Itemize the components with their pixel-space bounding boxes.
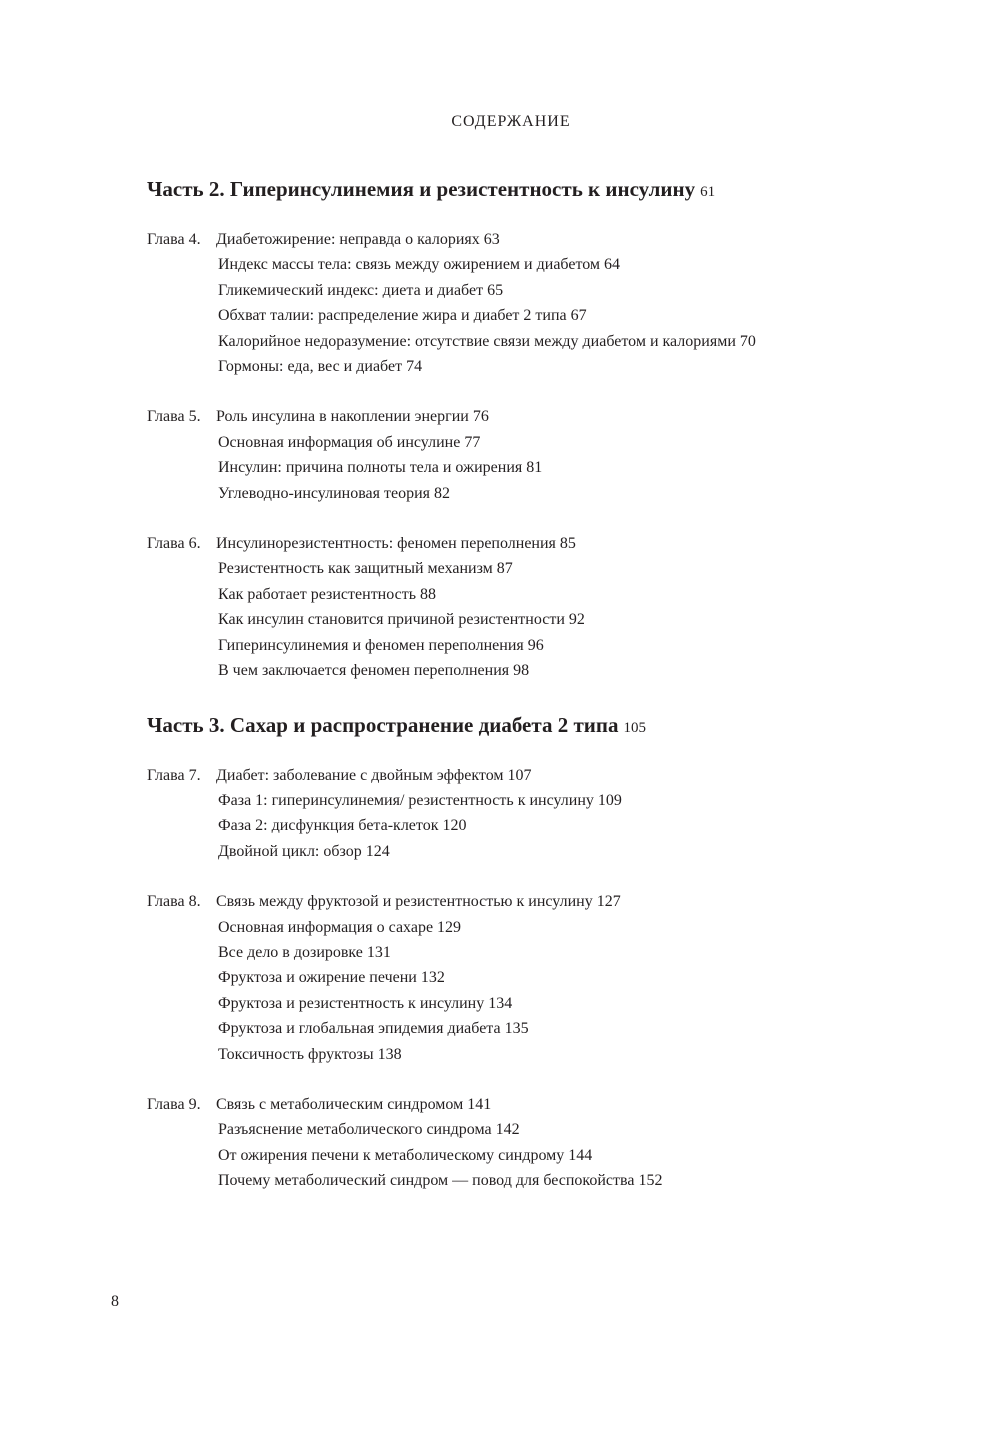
part-title: Часть 2. Гиперинсулинемия и резистентность к инсулину [147,177,696,201]
section-entry[interactable]: Фруктоза и ожирение печени 132 [218,969,445,987]
chapter-5 [147,404,947,506]
chapter-entry[interactable] [147,531,947,556]
section-entry[interactable]: Фаза 2: дисфункция бета-клеток 120 [218,817,467,835]
chapter-7 [147,763,947,865]
section-entry[interactable]: Фруктоза и резистентность к инсулину 134 [218,994,513,1012]
chapter-label: Глава 6. [147,535,201,553]
section-entry[interactable]: Гормоны: еда, вес и диабет 74 [218,358,423,376]
chapter-label: Глава 9. [147,1095,201,1113]
chapter-8 [147,889,947,1067]
part-page-number: 105 [623,719,646,736]
section-entry[interactable]: Резистентность как защитный механизм 87 [218,560,513,578]
chapter-4 [147,227,947,379]
chapter-entry[interactable] [147,763,947,788]
part-heading[interactable] [147,706,947,747]
chapter-title: Инсулинорезистентность: феномен переполнения 85 [216,535,576,553]
chapter-title: Роль инсулина в накоплении энергии 76 [216,408,489,426]
section-entry[interactable]: От ожирения печени к метаболическому синдрому 144 [218,1146,593,1164]
chapter-label: Глава 4. [147,231,201,248]
part-title: Часть 3. Сахар и распространение диабета 2 типа [147,712,619,737]
chapter-title: Диабет: заболевание с двойным эффектом 107 [216,766,532,784]
chapter-entry[interactable] [147,404,947,429]
section-entry[interactable]: Двойной цикл: обзор 124 [218,842,390,860]
section-entry[interactable]: Индекс массы тела: связь между ожирением и диабетом 64 [218,256,621,274]
part-2 [147,170,947,684]
section-entry[interactable]: Обхват талии: распределение жира и диабет 2 типа 67 [218,307,587,325]
section-entry[interactable]: Углеводно-инсулиновая теория 82 [218,484,451,502]
section-entry[interactable]: Все дело в дозировке 131 [218,943,391,961]
table-of-contents [147,170,947,1194]
chapter-title: Связь с метаболическим синдромом 141 [216,1095,492,1113]
section-entry[interactable]: Фаза 1: гиперинсулинемия/ резистентность к инсулину 109 [218,791,622,809]
page-header: СОДЕРЖАНИЕ [451,113,571,130]
section-entry[interactable]: Гиперинсулинемия и феномен переполнения 96 [218,636,544,654]
section-entry[interactable]: Гликемический индекс: диета и диабет 65 [218,281,504,299]
section-entry[interactable]: Основная информация о сахаре 129 [218,918,462,936]
chapter-entry[interactable] [147,1092,947,1117]
chapter-entry[interactable] [147,889,947,914]
section-entry[interactable]: Токсичность фруктозы 138 [218,1045,402,1063]
chapter-label: Глава 7. [147,766,201,784]
section-entry[interactable]: Как инсулин становится причиной резистентности 92 [218,611,585,629]
chapter-title: Связь между фруктозой и резистентностью к инсулину 127 [216,893,621,911]
section-entry[interactable]: Фруктоза и глобальная эпидемия диабета 135 [218,1020,529,1038]
chapter-label: Глава 8. [147,893,201,911]
section-entry[interactable]: В чем заключается феномен переполнения 98 [218,662,530,680]
section-entry[interactable]: Калорийное недоразумение: отсутствие связи между диабетом и калориями 70 [218,332,756,350]
part-3 [147,706,947,1194]
section-entry[interactable]: Почему метаболический синдром — повод для беспокойства 152 [218,1172,663,1190]
page-number: 8 [111,1293,119,1310]
chapter-label: Глава 5. [147,408,201,426]
section-entry[interactable]: Как работает резистентность 88 [218,585,437,603]
chapter-title: Диабетожирение: неправда о калориях 63 [216,231,500,248]
part-page-number: 61 [700,184,716,200]
chapter-9 [147,1092,947,1194]
section-entry[interactable]: Разъяснение метаболического синдрома 142 [218,1121,520,1139]
chapter-entry[interactable] [147,227,947,252]
section-entry[interactable]: Основная информация об инсулине 77 [218,433,481,451]
part-heading[interactable] [147,170,947,211]
section-entry[interactable]: Инсулин: причина полноты тела и ожирения 81 [218,459,543,477]
chapter-6 [147,531,947,683]
